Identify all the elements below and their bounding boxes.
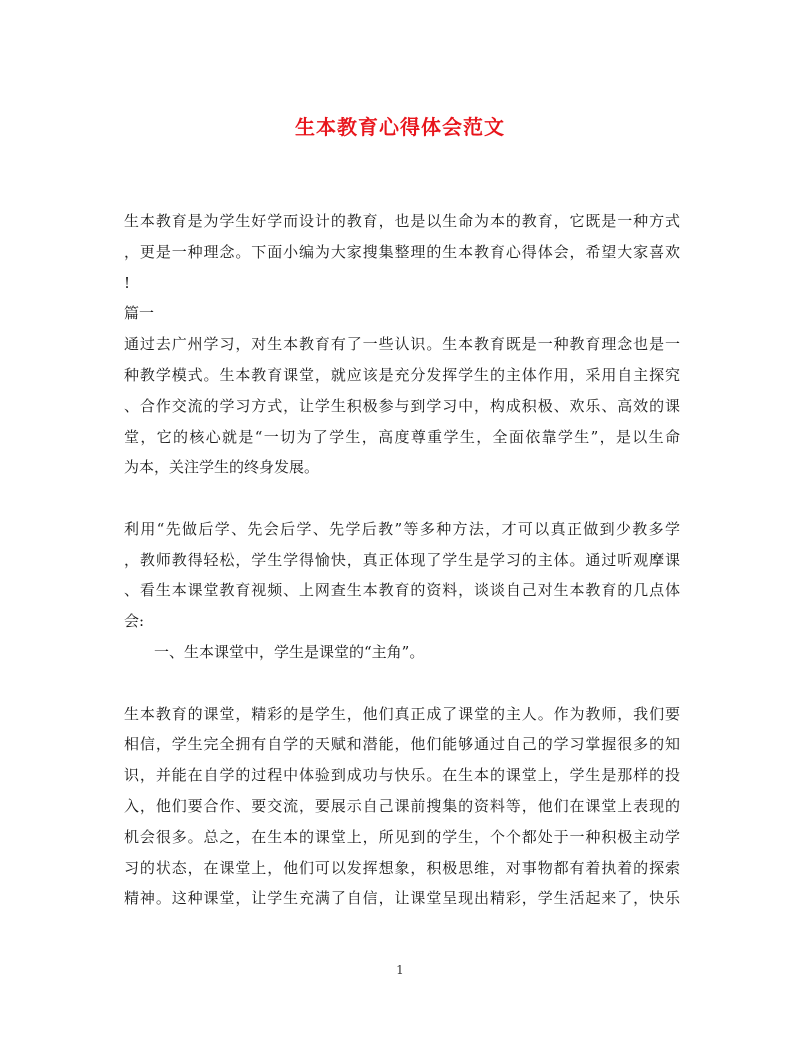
text-line: 、合作交流的学习方式，让学生积极参与到学习中，构成积极、欢乐、高效的课 <box>124 397 680 415</box>
text-line: 相信，学生完全拥有自学的天赋和潜能，他们能够通过自己的学习掌握很多的知 <box>124 735 680 753</box>
text-line: 会: <box>124 612 145 630</box>
page-number: 1 <box>396 963 404 977</box>
text-line: 精神。这种课堂，让学生充满了自信，让课堂呈现出精彩，学生活起来了，快乐 <box>124 889 680 907</box>
text-line: 生本教育的课堂，精彩的是学生，他们真正成了课堂的主人。作为教师，我们要 <box>124 705 680 723</box>
text-line: 为本，关注学生的终身发展。 <box>124 458 320 476</box>
section-heading: 篇一 <box>124 304 155 322</box>
text-line: 利用“先做后学、先会后学、先学后教”等多种方法，才可以真正做到少教多学 <box>124 520 680 538</box>
text-line: 生本教育是为学生好学而设计的教育，也是以生命为本的教育，它既是一种方式 <box>124 212 680 230</box>
text-line: ，教师教得轻松，学生学得愉快，真正体现了学生是学习的主体。通过听观摩课 <box>124 551 680 569</box>
text-line: 识，并能在自学的过程中体验到成功与快乐。在生本的课堂上，学生是那样的投 <box>124 766 680 784</box>
text-line: 、看生本课堂教育视频、上网查生本教育的资料，谈谈自己对生本教育的几点体 <box>124 581 680 599</box>
text-line: 种教学模式。生本教育课堂，就应该是充分发挥学生的主体作用，采用自主探究 <box>124 366 680 384</box>
text-line: 机会很多。总之，在生本的课堂上，所见到的学生，个个都处于一种积极主动学 <box>124 828 680 846</box>
text-line: ，更是一种理念。下面小编为大家搜集整理的生本教育心得体会，希望大家喜欢 <box>124 243 680 261</box>
text-line: 堂，它的核心就是“一切为了学生，高度尊重学生，全面依靠学生”，是以生命 <box>124 428 680 446</box>
text-line: ! <box>124 274 131 292</box>
text-line: 入，他们要合作、要交流，要展示自己课前搜集的资料等，他们在课堂上表现的 <box>124 797 680 815</box>
subsection-heading: 一、生本课堂中，学生是课堂的“主角”。 <box>154 643 425 661</box>
text-line: 习的状态，在课堂上，他们可以发挥想象，积极思维，对事物都有着执着的探索 <box>124 859 680 877</box>
document-title: 生本教育心得体会范文 <box>295 115 505 139</box>
text-line: 通过去广州学习，对生本教育有了一些认识。生本教育既是一种教育理念也是一 <box>124 335 680 353</box>
